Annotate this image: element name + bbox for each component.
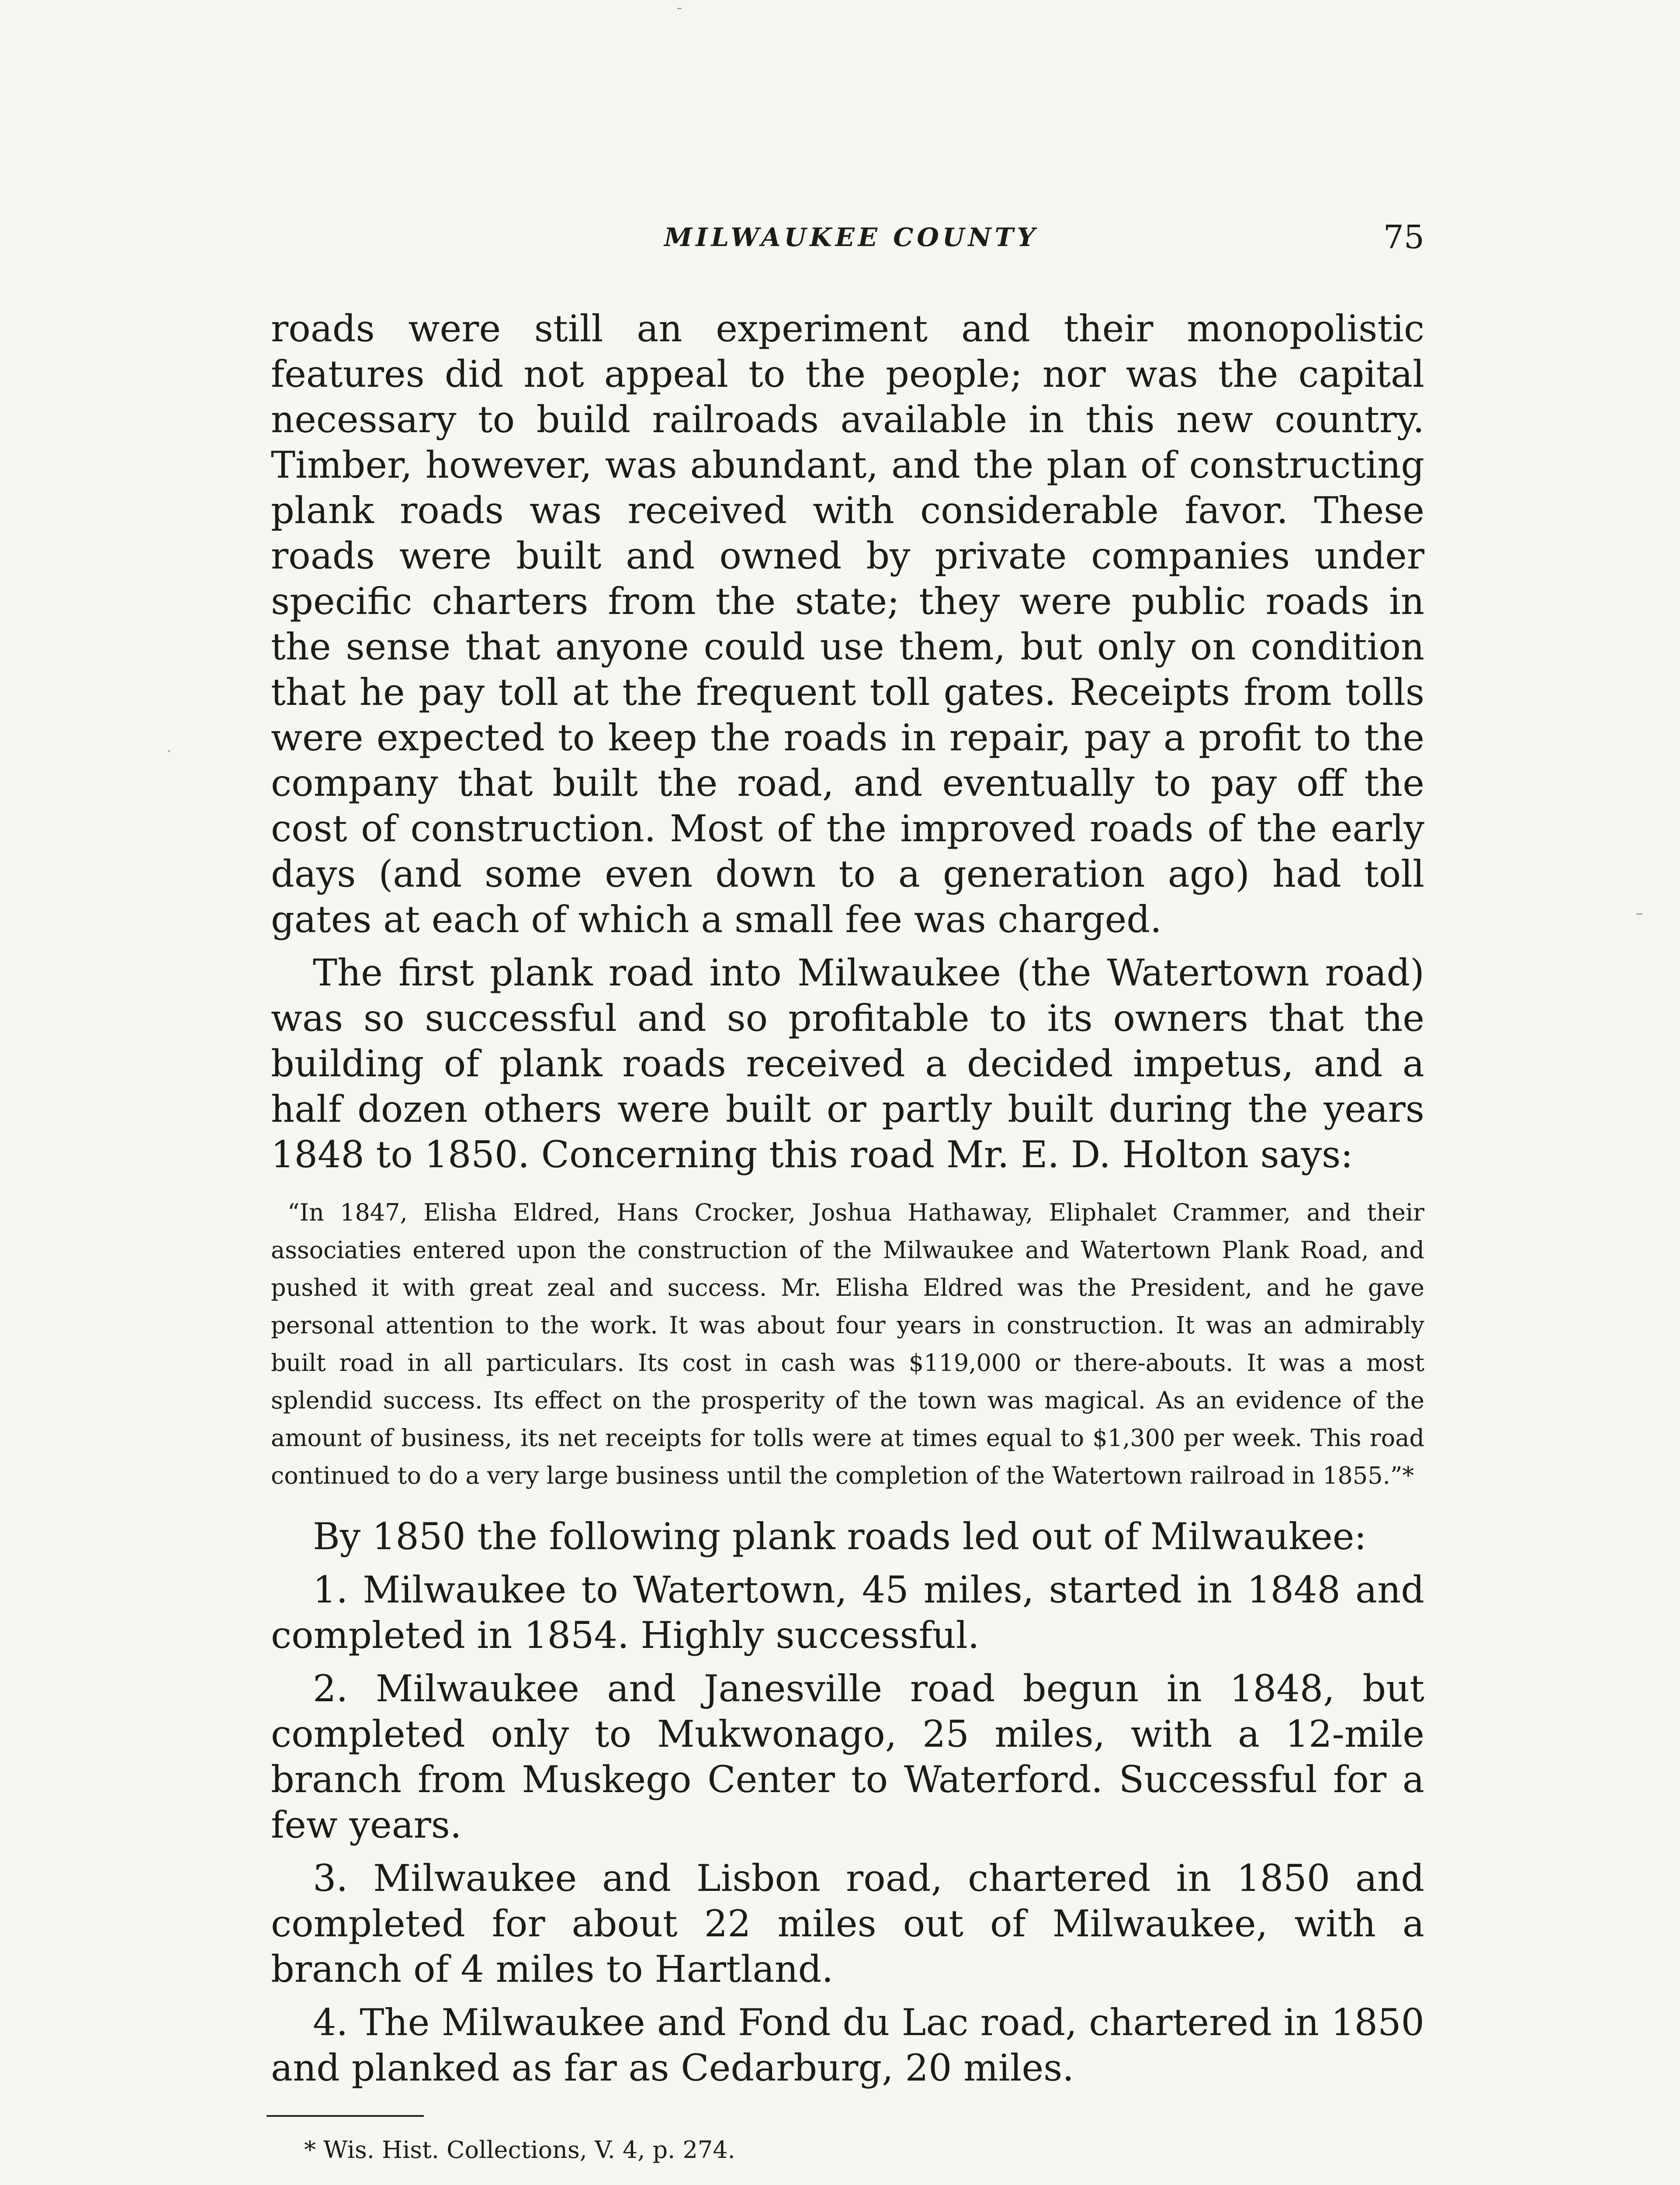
page-number: 75	[1383, 218, 1424, 256]
footnote-divider	[267, 2115, 424, 2117]
plank-road-item-1: 1. Milwaukee to Watertown, 45 miles, started in 1848 and completed in 1854. Highly successful.	[271, 1568, 1424, 1657]
running-title: MILWAUKEE COUNTY	[664, 222, 1039, 252]
plank-road-item-2: 2. Milwaukee and Janesville road begun in 1848, but completed only to Mukwonago, 25 miles, with a 12-mile branch from Muskego Center to Waterford. Successful for a few years.	[271, 1667, 1424, 1846]
plank-road-item-4: 4. The Milwaukee and Fond du Lac road, chartered in 1850 and planked as far as Cedarburg, 20 miles.	[271, 2001, 1424, 2089]
plank-road-item-3: 3. Milwaukee and Lisbon road, chartered in 1850 and completed for about 22 miles out of Milwaukee, with a branch of 4 miles to Hartland.	[271, 1857, 1424, 1991]
holton-quote: “In 1847, Elisha Eldred, Hans Crocker, Joshua Hathaway, Eliphalet Crammer, and their associaties entered upon the construction of the Milwaukee and Watertown Plank Road, and pushed it with great zeal and success. Mr. Elisha Eldred was the President, and he gave personal attention to the work. It was about four years in construction. It was an admirably built road in all particulars. Its cost in cash was $119,000 or there-abouts. It was a most splendid success. Its effect on the prosperity of the town was magical. As an evidence of the amount of business, its net receipts for tolls were at times equal to $1,300 per week. This road continued to do a very large business until the completion of the Watertown railroad in 1855.”*	[271, 1199, 1424, 1489]
scan-speck-left	[168, 750, 170, 752]
page-body	[271, 306, 1424, 2098]
scan-speck-top	[677, 8, 682, 9]
opening-paragraph: roads were still an experiment and their monopolistic features did not appeal to the people; nor was the capital necessary to build railroads available in this new country. Timber, however, was abundant, and the plan of constructing plank roads was received with considerable favor. These roads were built and owned by private companies under specific charters from the state; they were public roads in the sense that anyone could use them, but only on condition that he pay toll at the frequent toll gates. Receipts from tolls were expected to keep the roads in repair, pay a profit to the company that built the road, and eventually to pay off the cost of construction. Most of the improved roads of the early days (and some even down to a generation ago) had toll gates at each of which a small fee was charged.	[271, 307, 1424, 941]
scan-speck-right	[1636, 913, 1642, 915]
page-header	[271, 218, 1424, 257]
footnote: * Wis. Hist. Collections, V. 4, p. 274.	[304, 2136, 735, 2164]
watertown-paragraph: The first plank road into Milwaukee (the Watertown road) was so successful and so profitable to its owners that the building of plank roads received a decided impetus, and a half dozen others were built or partly built during the years 1848 to 1850. Concerning this road Mr. E. D. Holton says:	[271, 951, 1424, 1176]
plank-roads-list-intro: By 1850 the following plank roads led out of Milwaukee:	[313, 1515, 1367, 1558]
